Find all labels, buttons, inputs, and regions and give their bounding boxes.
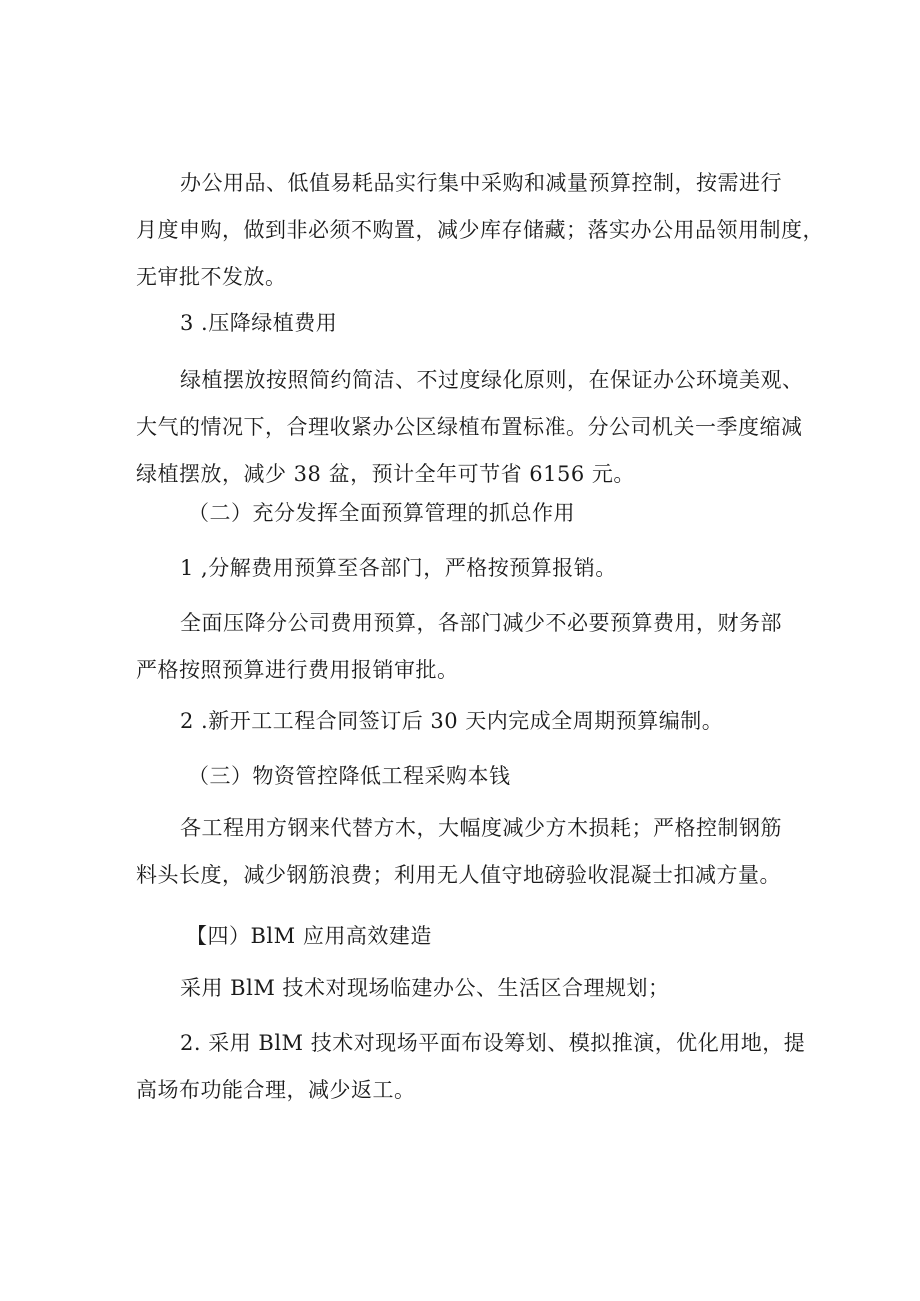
text-line: 大气的情况下，合理收紧办公区绿植布置标准。分公司机关一季度缩减 bbox=[136, 415, 803, 439]
paragraph-green-plants bbox=[136, 357, 804, 498]
text-line: （二）充分发挥全面预算管理的抓总作用 bbox=[188, 501, 575, 525]
text-line: 绿植摆放，减少 38 盆，预计全年可节省 6156 元。 bbox=[136, 462, 635, 486]
text-line: 无审批不发放。 bbox=[136, 265, 287, 289]
text-line: 采用 BlM 技术对现场临建办公、生活区合理规划； bbox=[180, 976, 670, 1000]
item-contract-budget bbox=[136, 698, 796, 745]
text-line: 1 ,分解费用预算至各部门，严格按预算报销。 bbox=[180, 556, 617, 580]
paragraph-office-supplies bbox=[136, 160, 824, 301]
item-budget-departments bbox=[136, 545, 796, 592]
text-line: 3 .压降绿植费用 bbox=[180, 311, 338, 335]
paragraph-bim-layout bbox=[136, 1020, 806, 1114]
text-line: （三）物资管控降低工程采购本钱 bbox=[188, 764, 511, 788]
text-line: 各工程用方钢来代替方木，大幅度减少方木损耗；严格控制钢筋 bbox=[180, 816, 782, 840]
text-line: 办公用品、低值易耗品实行集中采购和减量预算控制，按需进行 bbox=[180, 171, 782, 195]
text-line: 严格按照预算进行费用报销审批。 bbox=[136, 658, 459, 682]
paragraph-bim-planning bbox=[136, 965, 796, 1012]
section-heading-materials bbox=[136, 753, 796, 800]
text-line: 2. 采用 BlM 技术对现场平面布设筹划、模拟推演，优化用地，提 bbox=[180, 1031, 806, 1055]
text-line: 料头长度，减少钢筋浪费；利用无人值守地磅验收混凝士扣减方量。 bbox=[136, 863, 781, 887]
section-heading-budget bbox=[136, 490, 796, 537]
text-line: 2 .新开工工程合同签订后 30 天内完成全周期预算编制。 bbox=[180, 709, 724, 733]
text-line: 月度申购，做到非必须不购置，减少库存储藏；落实办公用品领用制度， bbox=[136, 218, 824, 242]
paragraph-budget bbox=[136, 600, 796, 694]
text-line: 【四）BlM 应用高效建造 bbox=[186, 924, 432, 948]
text-line: 绿植摆放按照简约简洁、不过度绿化原则，在保证办公环境美观、 bbox=[180, 368, 804, 392]
paragraph-materials bbox=[136, 805, 796, 899]
text-line: 全面压降分公司费用预算，各部门减少不必要预算费用，财务部 bbox=[180, 611, 782, 635]
section-heading-bim bbox=[136, 913, 796, 960]
heading-green-plants bbox=[136, 300, 796, 347]
text-line: 高场布功能合理，减少返工。 bbox=[136, 1078, 416, 1102]
